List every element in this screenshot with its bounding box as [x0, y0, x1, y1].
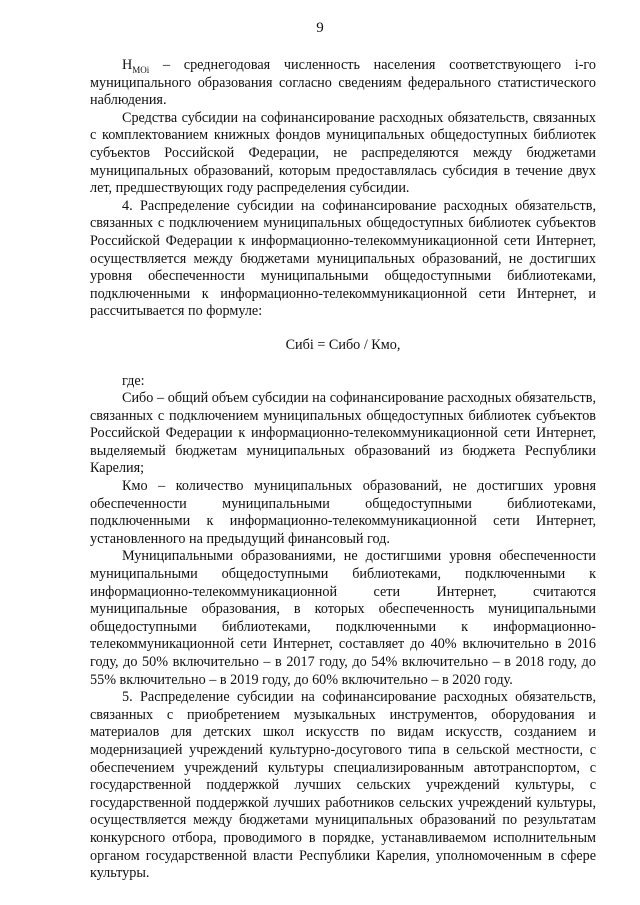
paragraph-section-4: 4. Распределение субсидии на софинансирование расходных обязательств, связанных с подключением муниципальных общедоступных библиотек субъектов Российской Федерации к информационно-телекоммуникационной сети Интернет, осуществляется между бюджетами муниципальных образований, не достигших уровня обеспеченности муниципальными общедоступными библиотеками, подключенными к информационно-телекоммуникационной сети Интернет, и рассчитывается по формуле:: [90, 197, 596, 320]
formula-where-label: где:: [122, 372, 145, 389]
h-subscript: МОi: [132, 64, 150, 75]
paragraph-section-5: 5. Распределение субсидии на софинансирование расходных обязательств, связанных с приобретением музыкальных инструментов, оборудования и материалов для детских школ искусств по видам искусств, созданием и модернизацией учреждений культурно-досугового типа в сельской местности, с обеспечением учреждений культуры специализированным автотранспортом, с государственной поддержкой лучших сельских учреждений культуры, с государственной поддержкой лучших работников сельских учреждений культуры, осуществляется между бюджетами муниципальных образований по результатам конкурсного отбора, проводимого в порядке, устанавливаемом исполнительным органом государственной власти Республики Карелия, уполномоченным в сфере культуры.: [90, 689, 596, 882]
h-symbol: Н: [122, 57, 133, 73]
paragraph-book-funds: Средства субсидии на софинансирование расходных обязательств, связанных с комплектованием книжных фондов муниципальных общедоступных библиотек субъектов Российской Федерации, не распределяются между бюджетами муниципальных образований, которым предоставлялась субсидия в течение двух лет, предшествующих году распределения субсидии.: [90, 109, 596, 197]
paragraph-kmo-definition: Кмо – количество муниципальных образований, не достигших уровня обеспеченности муниципальными общедоступными библиотеками, подключенными к информационно-телекоммуникационной сети Интернет, установленного на предыдущий финансовый год.: [90, 478, 596, 547]
document-body: [90, 57, 596, 883]
population-definition-text: – среднегодовая численность населения соответствующего i-го муниципального образования согласно сведениям федерального статистического наблюдения.: [90, 57, 596, 109]
page-number: 9: [316, 20, 324, 36]
paragraph-population-definition: [90, 57, 596, 110]
paragraph-sibo-definition: Сибо – общий объем субсидии на софинансирование расходных обязательств, связанных с подключением муниципальных общедоступных библиотек субъектов Российской Федерации к информационно-телекоммуникационной сети Интернет, выделяемый бюджетам муниципальных образований из бюджета Республики Карелия;: [90, 390, 596, 477]
paragraph-coverage-levels: Муниципальными образованиями, не достигшими уровня обеспеченности муниципальными общедоступными библиотеками, подключенными к информационно-телекоммуникационной сети Интернет, считаются муниципальные образования, в которых обеспеченность муниципальными общедоступными библиотеками, подключенными к информационно-телекоммуникационной сети Интернет, составляет до 40% включительно в 2016 году, до 50% включительно – в 2017 году, до 54% включительно – в 2018 году, до 55% включительно – в 2019 году, до 60% включительно – в 2020 году.: [90, 548, 596, 688]
formula: Сибi = Сибо / Кмо,: [285, 336, 401, 353]
